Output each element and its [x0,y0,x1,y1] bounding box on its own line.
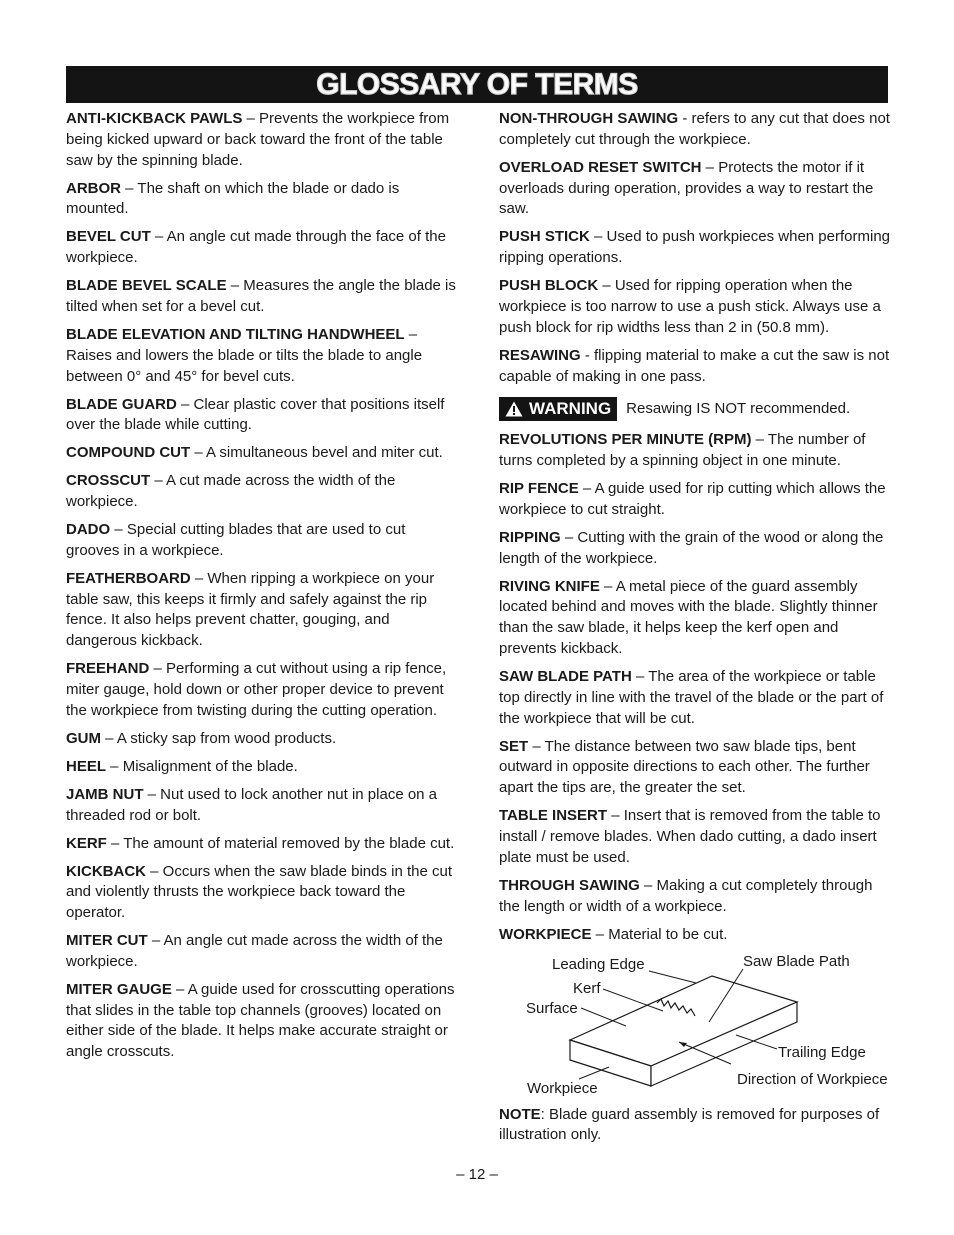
glossary-term: ARBOR [66,179,121,197]
glossary-entry [499,806,891,868]
glossary-entry [499,430,891,472]
glossary-term: HEEL [66,757,107,775]
glossary-definition: – Nut used to lock another nut in place on a threaded rod or bolt. [66,785,438,824]
glossary-definition: – Insert that is removed from the table to install / remove blades. When dado cutting, a dado insert plate must be used. [499,807,881,866]
glossary-term: PUSH STICK [499,228,590,246]
glossary-entry [66,757,461,778]
glossary-term: COMPOUND CUT [66,444,191,462]
glossary-definition: – Clear plastic cover that positions itself over the blade while cutting. [66,395,445,434]
warning-text: Resawing IS NOT recommended. [626,399,851,417]
note-text: : Blade guard assembly is removed for purposes of illustration only. [499,1105,880,1144]
glossary-term: SAW BLADE PATH [499,668,632,686]
glossary-definition: – Protects the motor if it overloads during operation, provides a way to restart the saw. [499,158,874,218]
glossary-entry [66,471,461,513]
right-terms-group-a [499,109,891,387]
glossary-term: KERF [66,834,107,852]
glossary-term: WORKPIECE [499,925,592,943]
label-leading-edge: Leading Edge [552,955,645,973]
glossary-term: RIVING KNIFE [499,577,600,595]
warning-triangle-icon [505,401,523,417]
glossary-entry [499,737,891,799]
glossary-entry [499,227,891,269]
glossary-term: BLADE GUARD [66,395,177,413]
glossary-definition: – A sticky sap from wood products. [101,729,337,747]
glossary-entry [66,862,461,924]
glossary-definition: – A guide used for rip cutting which allows the workpiece to cut straight. [499,480,886,518]
glossary-entry [499,479,891,521]
glossary-term: FEATHERBOARD [66,569,191,587]
glossary-definition: – Making a cut completely through the length or width of a workpiece. [499,876,873,915]
label-workpiece: Workpiece [527,1079,598,1097]
glossary-definition: – Used for ripping operation when the workpiece is too narrow to use a push stick. Always use a push block for rip widths less than 2 in (50.8 mm). [499,277,881,336]
glossary-entry [66,834,461,855]
glossary-term: RIPPING [499,528,561,546]
glossary-term: NON-THROUGH SAWING [499,110,679,127]
glossary-entry [499,276,891,338]
glossary-definition: – The distance between two saw blade tips, bent outward in opposite directions to each other. The further apart the tips are, the greater the set. [499,737,870,797]
glossary-definition: – A simultaneous bevel and miter cut. [190,444,443,462]
glossary-term: MITER GAUGE [66,980,172,998]
glossary-entry [499,876,891,918]
workpiece-diagram [499,953,899,1103]
glossary-definition: – Material to be cut. [591,925,728,943]
glossary-entry [66,931,461,973]
page-title: GLOSSARY OF TERMS [316,68,638,101]
glossary-term: TABLE INSERT [499,807,608,825]
glossary-definition: – The number of turns completed by a spinning object in one minute. [499,431,866,470]
glossary-entry [499,528,891,570]
warning-notice [499,396,891,422]
glossary-entry [66,729,461,750]
glossary-definition: – Used to push workpieces when performing ripping operations. [499,228,890,267]
left-column [66,109,461,1070]
glossary-term: OVERLOAD RESET SWITCH [499,158,702,176]
glossary-definition: – A cut made across the width of the workpiece. [66,472,396,511]
note-paragraph [499,1105,891,1147]
glossary-term: BEVEL CUT [66,228,151,246]
glossary-term: BLADE ELEVATION AND TILTING HANDWHEEL [66,325,405,343]
glossary-term: SET [499,737,529,755]
glossary-definition: – A guide used for crosscutting operations that slides in the table top channels (grooves) located on either side of the blade. It helps make accurate straight or angle crosscuts. [66,980,455,1061]
label-surface: Surface [526,999,578,1017]
glossary-entry [66,227,461,269]
glossary-entry [499,158,891,220]
glossary-term: BLADE BEVEL SCALE [66,277,227,295]
glossary-entry [66,179,461,221]
glossary-definition: – Measures the angle the blade is tilted when set for a bevel cut. [66,277,456,315]
note-label: NOTE [499,1105,541,1123]
label-direction-of-workpiece: Direction of Workpiece [737,1070,888,1088]
glossary-definition: – Raises and lowers the blade or tilts the blade to angle between 0° and 45° for bevel cuts. [66,325,423,385]
glossary-entry [66,276,461,318]
glossary-definition: - flipping material to make a cut the saw is not capable of making in one pass. [499,346,890,385]
glossary-definition: – Occurs when the saw blade binds in the cut and violently thrusts the workpiece back toward the operator. [66,862,453,922]
glossary-term: MITER CUT [66,932,148,950]
glossary-entry [499,925,891,946]
glossary-term: THROUGH SAWING [499,876,640,894]
glossary-term: RIP FENCE [499,480,579,498]
glossary-entry [499,109,891,151]
glossary-entry [499,577,891,660]
glossary-entry [66,659,461,721]
glossary-entry [66,109,461,171]
page-number: – 12 – [456,1166,498,1183]
glossary-definition: – A metal piece of the guard assembly located behind and moves with the blade. Slightly thinner than the saw blade, it helps keep the kerf open and prevents kickback. [499,577,878,658]
label-trailing-edge: Trailing Edge [778,1043,866,1061]
glossary-definition: – Misalignment of the blade. [106,757,298,775]
glossary-entry [499,346,891,388]
glossary-term: RESAWING [499,346,581,364]
glossary-entry [66,325,461,387]
glossary-term: DADO [66,521,111,539]
glossary-definition: – The amount of material removed by the blade cut. [106,834,455,852]
warning-label: WARNING [529,398,612,418]
right-column [499,109,891,1153]
glossary-entry [66,980,461,1063]
glossary-entry [66,443,461,464]
glossary-definition: – Prevents the workpiece from being kicked upward or back toward the front of the table saw by the spinning blade. [66,110,450,169]
label-kerf: Kerf [573,979,601,997]
right-terms-group-b [499,430,891,945]
glossary-entry [66,520,461,562]
glossary-definition: – The shaft on which the blade or dado is mounted. [66,179,400,218]
glossary-definition: – The area of the workpiece or table top directly in line with the travel of the blade or the part of the workpiece that will be cut. [499,668,884,727]
page-title-bar [66,66,888,103]
glossary-term: JAMB NUT [66,785,144,803]
glossary-term: ANTI-KICKBACK PAWLS [66,110,243,127]
glossary-definition: – An angle cut made through the face of the workpiece. [66,228,446,267]
glossary-term: PUSH BLOCK [499,277,599,295]
glossary-definition: – Cutting with the grain of the wood or along the length of the workpiece. [499,528,884,567]
glossary-term: REVOLUTIONS PER MINUTE (RPM) [499,431,752,449]
glossary-definition: – When ripping a workpiece on your table saw, this keeps it firmly and safely against the rip fence. It also helps prevent chatter, gouging, and dangerous kickback. [66,569,435,650]
glossary-definition: – Performing a cut without using a rip fence, miter gauge, hold down or other proper device to prevent the workpiece from twisting during the cutting operation. [66,660,447,719]
glossary-entry [66,785,461,827]
glossary-entry [499,667,891,729]
glossary-definition: – Special cutting blades that are used to cut grooves in a workpiece. [66,521,406,559]
glossary-entry [66,395,461,437]
glossary-term: KICKBACK [66,862,146,880]
warning-badge [499,397,617,421]
label-saw-blade-path: Saw Blade Path [743,952,850,970]
glossary-term: CROSSCUT [66,472,151,490]
glossary-term: FREEHAND [66,660,150,678]
glossary-entry [66,569,461,652]
glossary-term: GUM [66,729,101,747]
glossary-definition: – An angle cut made across the width of the workpiece. [66,932,443,970]
glossary-definition: - refers to any cut that does not completely cut through the workpiece. [499,110,890,148]
